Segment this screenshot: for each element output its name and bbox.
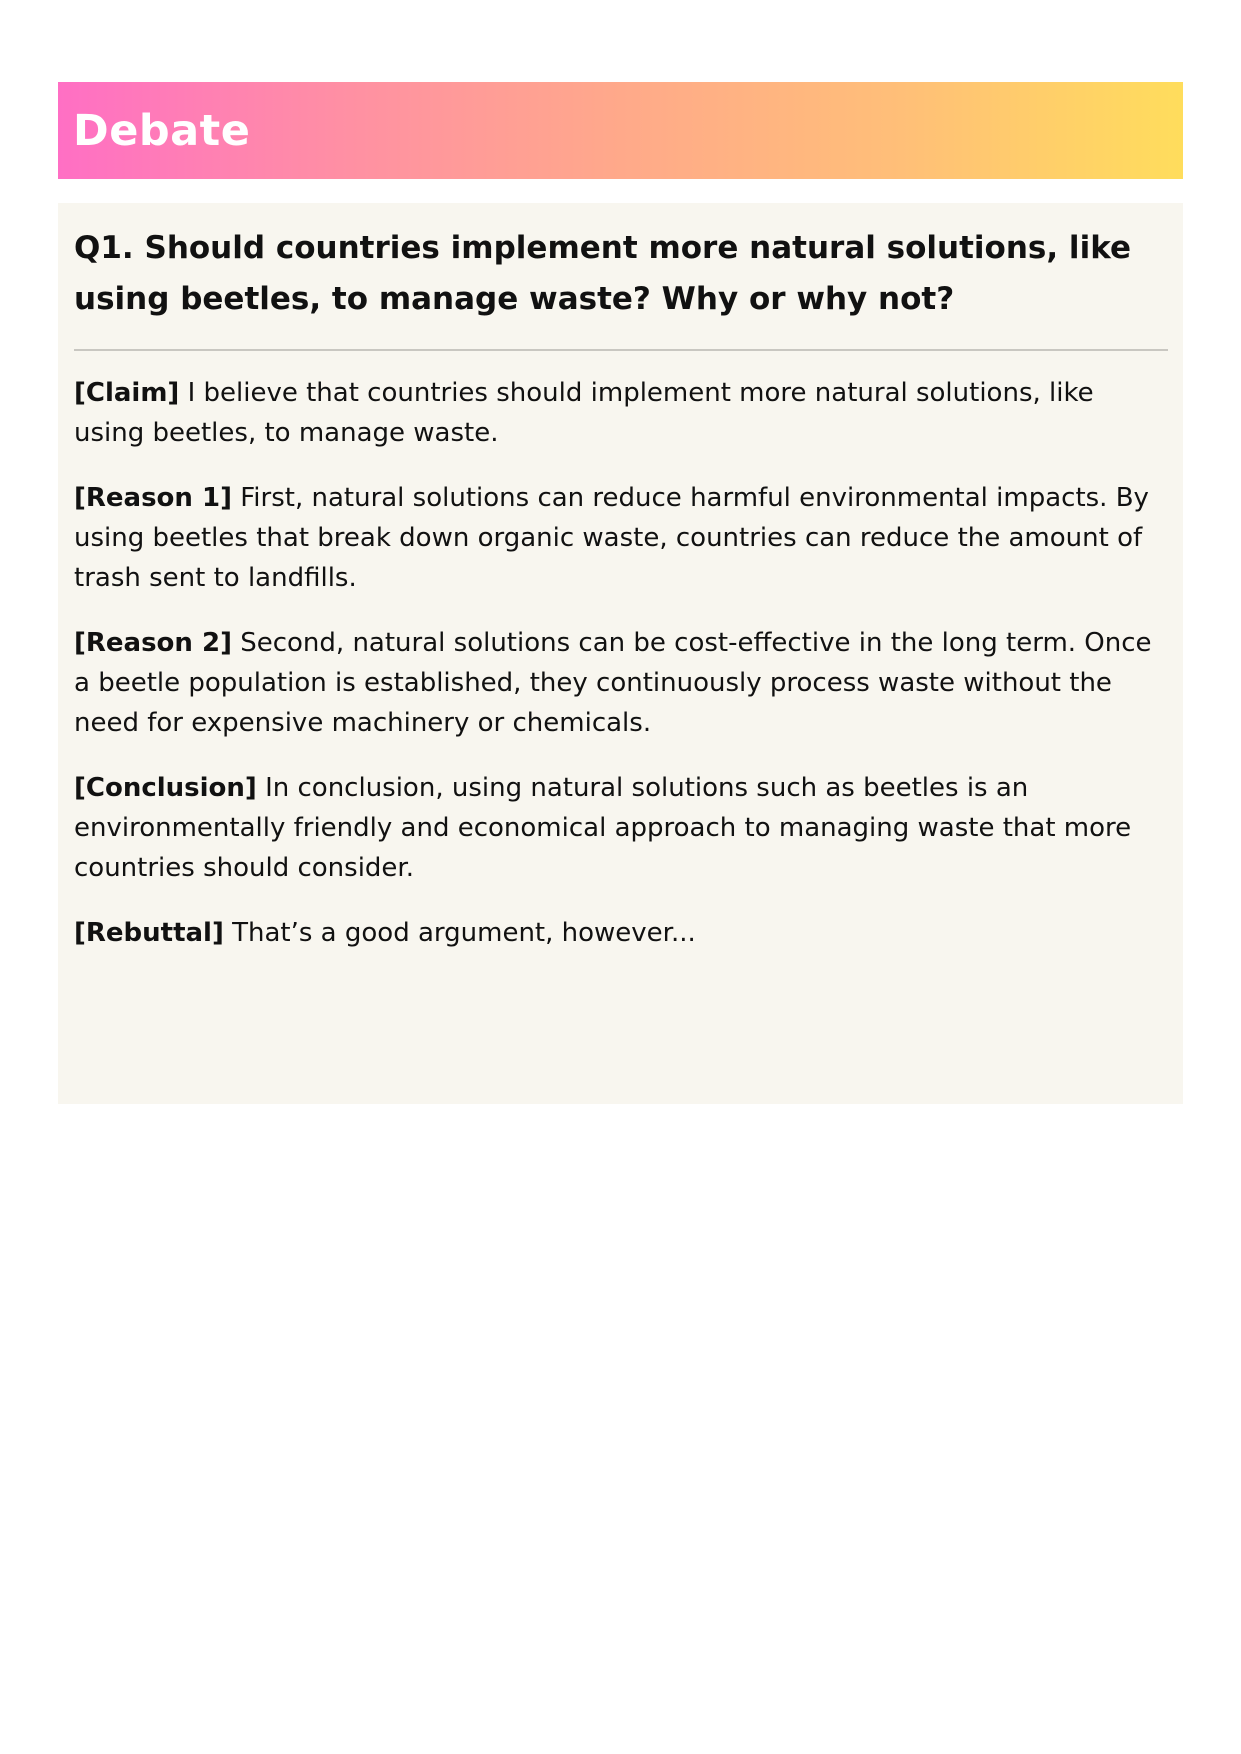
claim-text: I believe that countries should implement more natural solutions, like using beetles, to manage waste. xyxy=(74,378,1094,448)
page-title: Debate xyxy=(73,106,251,156)
conclusion-label: [Conclusion] xyxy=(74,773,257,803)
reason-1-paragraph xyxy=(74,478,1168,598)
rebuttal-paragraph xyxy=(74,913,1168,953)
claim-label: [Claim] xyxy=(74,378,180,408)
reason-2-paragraph xyxy=(74,623,1168,743)
conclusion-paragraph xyxy=(74,768,1168,888)
reason-1-text: First, natural solutions can reduce harmful environmental impacts. By using beetles that break down organic waste, countries can reduce the amount of trash sent to landfills. xyxy=(74,483,1149,593)
reason-2-text: Second, natural solutions can be cost-effective in the long term. Once a beetle population is established, they continuously process waste without the need for expensive machinery or chemicals. xyxy=(74,628,1152,738)
header-banner xyxy=(58,82,1183,179)
debate-panel xyxy=(58,203,1183,1104)
divider xyxy=(74,349,1168,351)
reason-1-label: [Reason 1] xyxy=(74,483,232,513)
rebuttal-label: [Rebuttal] xyxy=(74,918,224,948)
conclusion-text: In conclusion, using natural solutions such as beetles is an environmentally friendly and economical approach to managing waste that more countries should consider. xyxy=(74,773,1132,883)
claim-paragraph xyxy=(74,373,1168,453)
reason-2-label: [Reason 2] xyxy=(74,628,232,658)
rebuttal-text: That’s a good argument, however... xyxy=(223,918,696,948)
question-heading: Q1. Should countries implement more natural solutions, like using beetles, to manage waste? Why or why not? xyxy=(74,230,1131,317)
